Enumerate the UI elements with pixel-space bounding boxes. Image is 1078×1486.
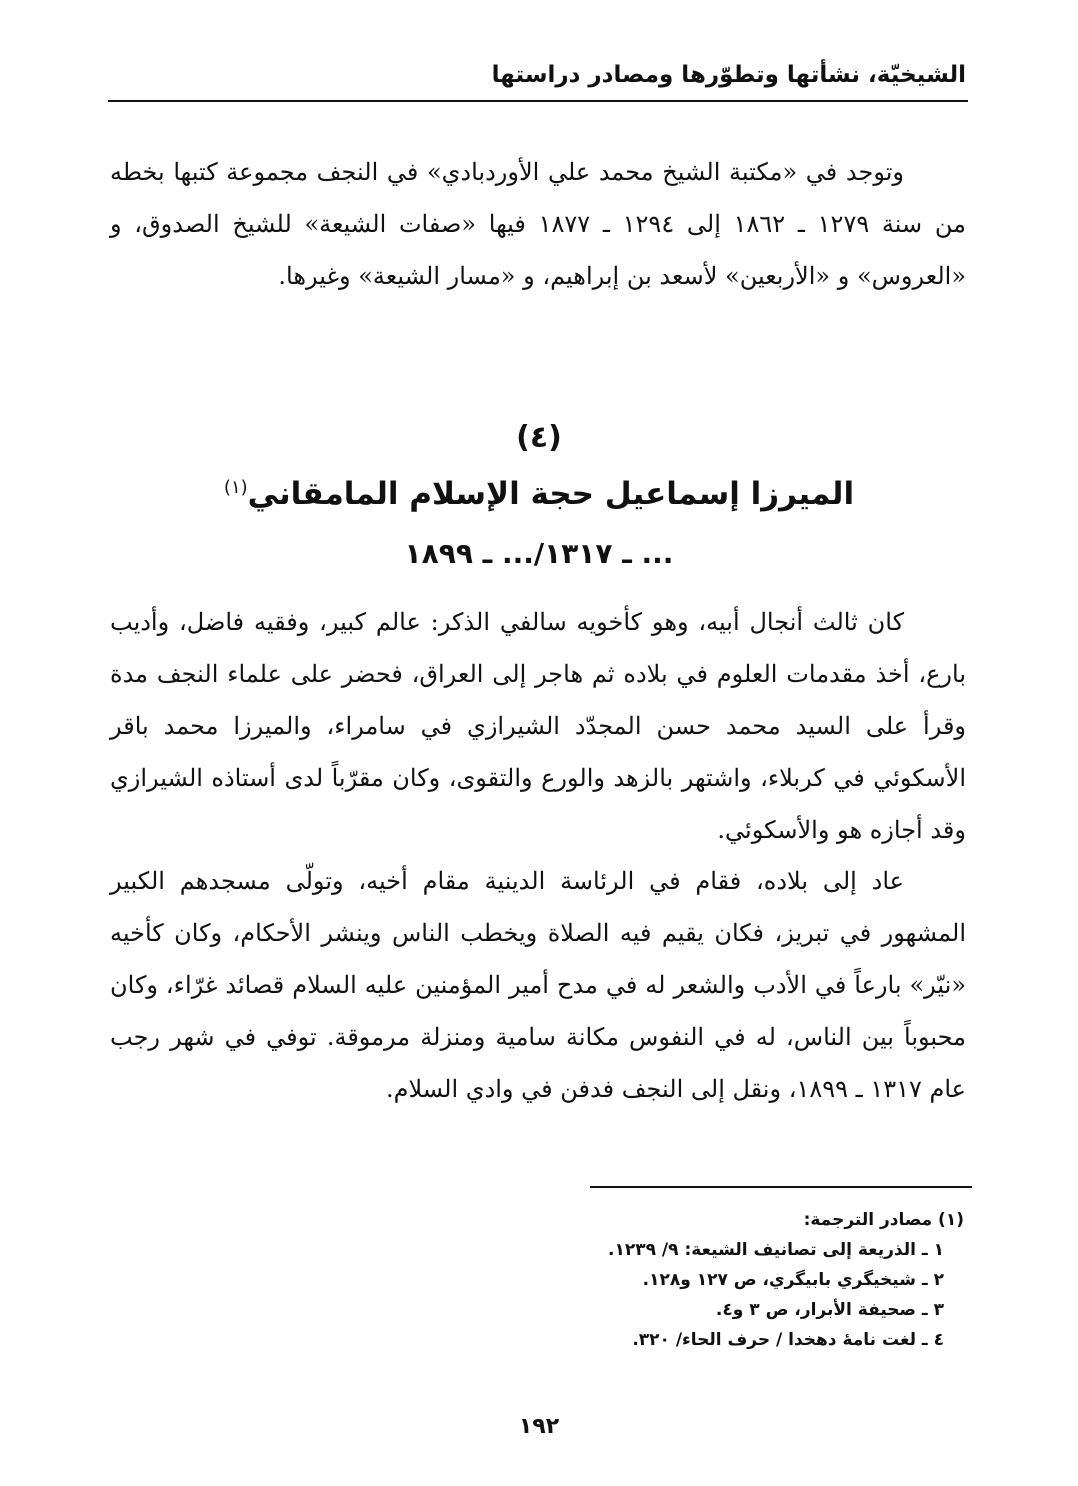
footnote-item: ٣ ـ صحيفة الأبرار، ص ٣ و٤.	[715, 1300, 944, 1320]
section-title	[0, 470, 1078, 518]
section-number: (٤)	[516, 420, 562, 455]
footnote-item: ٤ ـ لغت نامهٔ دهخدا / حرف الحاء/ ٣٢٠.	[632, 1330, 944, 1350]
header-rule	[108, 100, 968, 102]
body-paragraph: كان ثالث أنجال أبيه، وهو كأخويه سالفي الذكر: عالم كبير، وفقيه فاضل، وأديب بارع، أخذ مقدمات العلوم في بلاده ثم هاجر إلى العراق، فحضر على علماء النجف مدة وقرأ على السيد محمد حسن المجدّد الشيرازي في سامراء، والميرزا محمد باقر الأسكوئي في كربلاء، واشتهر بالزهد والورع والتقوى، وكان مقرّباً لدى أستاذه الشيرازي وقد أجازه هو والأسكوئي.	[110, 608, 967, 844]
section-title-text: الميرزا إسماعيل حجة الإسلام المامقاني	[247, 476, 855, 512]
footnote-marker[interactable]: (١)	[223, 477, 248, 498]
section-dates: ... ـ ١٣١٧/... ـ ١٨٩٩	[404, 537, 674, 570]
running-header: الشيخيّة، نشأتها وتطوّرها ومصادر دراستها	[491, 62, 966, 88]
footnote-list	[110, 1235, 964, 1355]
intro-paragraph: وتوجد في «مكتبة الشيخ محمد علي الأوردبادي» في النجف مجموعة كتبها بخطه من سنة ١٢٧٩ ـ ١٨٦٢ إلى ١٢٩٤ ـ ١٨٧٧ فيها «صفات الشيعة» للشيخ الصدوق، و «العروس» و «الأربعين» لأسعد بن إبراهيم، و «مسار الشيعة» وغيرها.	[110, 158, 966, 290]
page-number: ١٩٢	[518, 1414, 560, 1439]
footnote-rule	[590, 1186, 972, 1188]
footnote-item: ١ ـ الذريعة إلى تصانيف الشيعة: ٩/ ١٢٣٩.	[608, 1240, 944, 1260]
body-paragraph: عاد إلى بلاده، فقام في الرئاسة الدينية مقام أخيه، وتولّى مسجدهم الكبير المشهور في تبريز، فكان يقيم فيه الصلاة ويخطب الناس وينشر الأحكام، وكان كأخيه «نيّر» بارعاً في الأدب والشعر له في مدح أمير المؤمنين عليه السلام قصائد غرّاء، وكان محبوباً بين الناس، له في النفوس مكانة سامية ومنزلة مرموقة. توفي في شهر رجب عام ١٣١٧ ـ ١٨٩٩، ونقل إلى النجف فدفن في وادي السلام.	[110, 867, 967, 1103]
footnote-heading: (١) مصادر الترجمة:	[803, 1210, 964, 1230]
footnotes	[110, 1205, 964, 1355]
footnote-item: ٢ ـ شيخيگري بابيگري، ص ١٢٧ و١٢٨.	[642, 1270, 944, 1290]
